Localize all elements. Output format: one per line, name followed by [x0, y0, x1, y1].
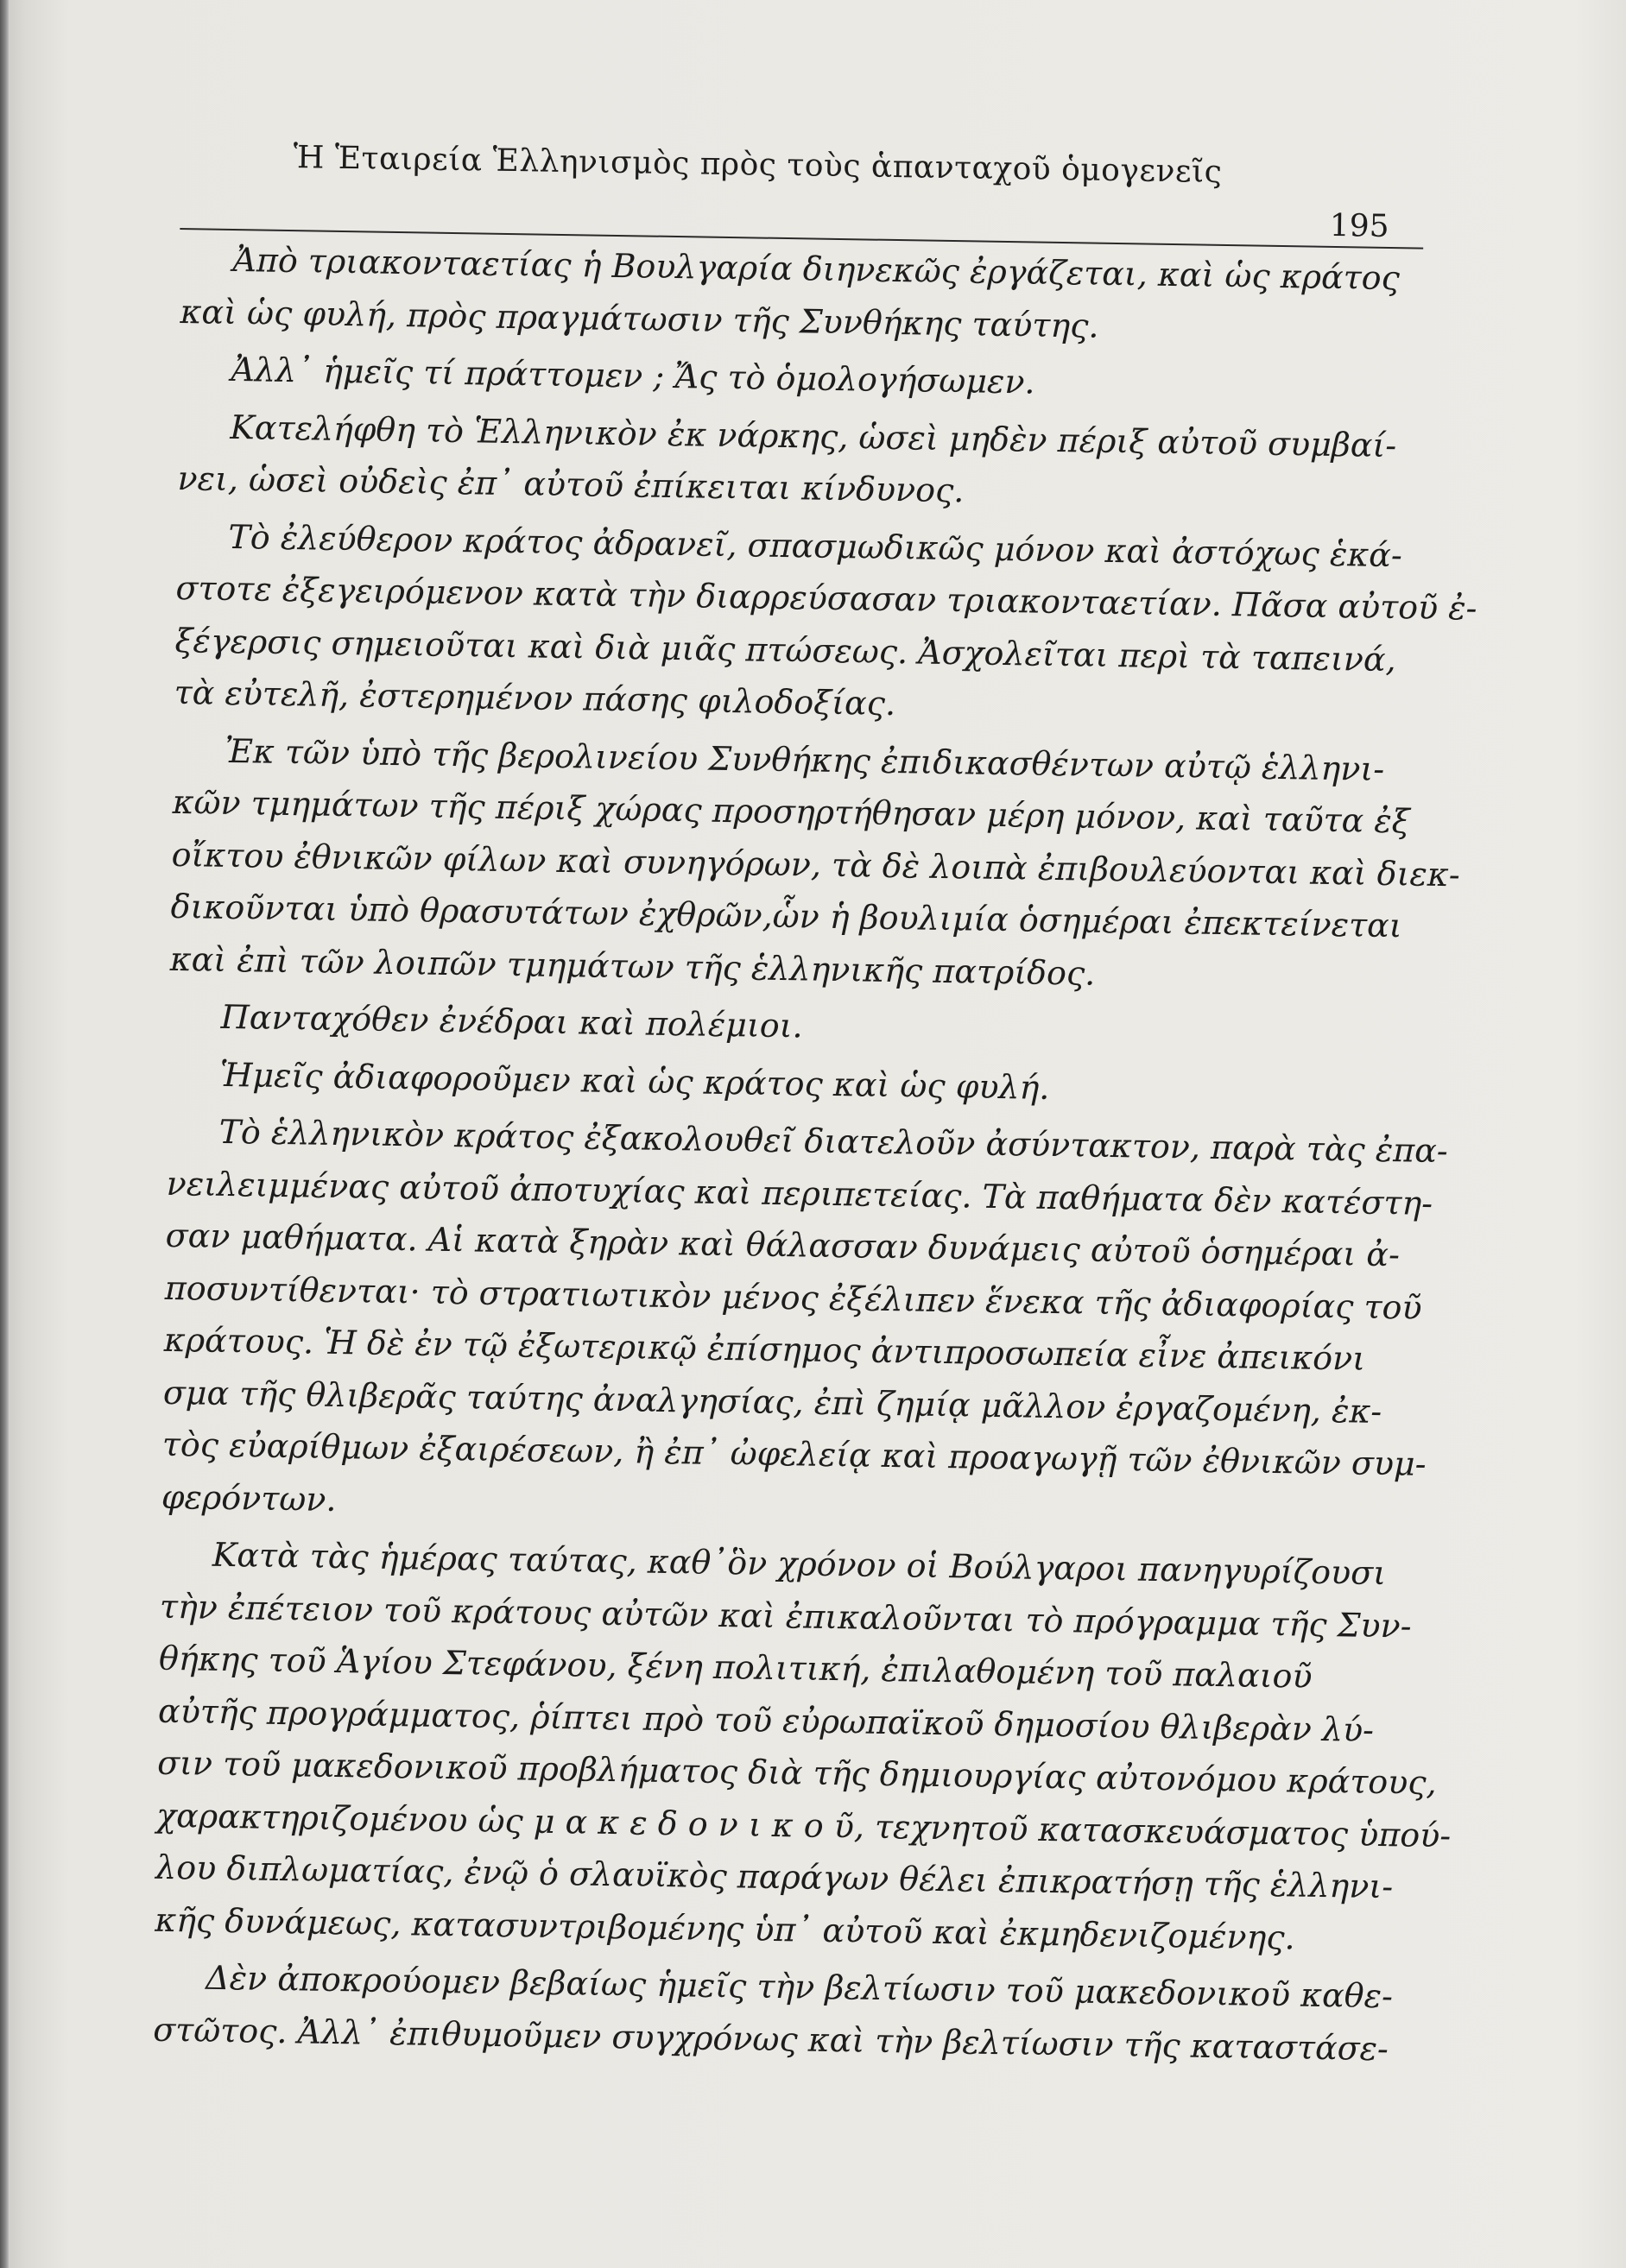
text-line: χαρακτηριζομένου ὡς μ α κ ε δ ο ν ι κ ο ῦ, τεχνητοῦ κατασκευάσματος ὑπού-	[155, 1796, 1452, 1854]
text-line: Τὸ ἐλεύθερον κράτος ἀδρανεῖ, σπασμωδικῶς μόνον καὶ ἀστόχως ἑκά-	[228, 517, 1403, 574]
text-line: δικοῦνται ὑπὸ θρασυτάτων ἐχθρῶν,ὧν ἡ βουλιμία ὁσημέραι ἐπεκτείνεται	[170, 887, 1402, 945]
text-line: Ἡμεῖς ἀδιαφοροῦμεν καὶ ὡς κράτος καὶ ὡς φυλή.	[219, 1055, 1050, 1107]
book-page	[152, 130, 1477, 2184]
paragraph	[174, 509, 1477, 738]
text-line: σμα τῆς θλιβερᾶς ταύτης ἀναλγησίας, ἐπὶ ζημίᾳ μᾶλλον ἐργαζομένη, ἐκ-	[162, 1373, 1382, 1431]
text-line: Δὲν ἀποκρούομεν βεβαίως ἡμεῖς τὴν βελτίωσιν τοῦ μακεδονικοῦ καθε-	[205, 1958, 1394, 2016]
text-line: τὸς εὐαρίθμων ἐξαιρέσεων, ἢ ἐπ᾿ ὠφελείᾳ καὶ προαγωγῇ τῶν ἐθνικῶν συμ-	[161, 1425, 1427, 1483]
text-line: νει, ὡσεὶ οὐδεὶς ἐπ᾿ αὐτοῦ ἐπίκειται κίνδυνος.	[177, 458, 965, 510]
text-line: τὴν ἐπέτειον τοῦ κράτους αὐτῶν καὶ ἐπικαλοῦνται τὸ πρόγραμμα τῆς Συν-	[159, 1587, 1412, 1646]
paragraph	[177, 400, 1422, 524]
text-line: φερόντων.	[161, 1477, 337, 1519]
body-text	[152, 233, 1477, 2080]
text-line: σαν μαθήματα. Αἱ κατὰ ξηρὰν καὶ θάλασσαν δυνάμεις αὐτοῦ ὁσημέραι ἀ-	[165, 1216, 1401, 1274]
page-number: 195	[1329, 207, 1389, 244]
book-binding-edge	[0, 0, 9, 2268]
text-line: ξέγερσις σημειοῦται καὶ διὰ μιᾶς πτώσεως. Ἀσχολεῖται περὶ τὰ ταπεινά,	[174, 621, 1397, 679]
text-line: στοτε ἐξεγειρόμενον κατὰ τὴν διαρρεύσασαν τριακονταετίαν. Πᾶσα αὐτοῦ ἐ-	[175, 568, 1477, 628]
text-line: Ἀπὸ τριακονταετίας ἡ Βουλγαρία διηνεκῶς ἐργάζεται, καὶ ὡς κράτος	[232, 240, 1401, 298]
running-header	[180, 138, 1425, 244]
text-line: τὰ εὐτελῆ, ἐστερημένον πάσης φιλοδοξίας.	[174, 673, 896, 723]
text-line: Κατελήφθη τὸ Ἑλληνικὸν ἐκ νάρκης, ὡσεὶ μηδὲν πέριξ αὐτοῦ συμβαί-	[230, 407, 1397, 464]
text-line: αὐτῆς προγράμματος, ῥίπτει πρὸ τοῦ εὐρωπαϊκοῦ δημοσίου θλιβερὰν λύ-	[157, 1691, 1375, 1749]
text-line: Πανταχόθεν ἐνέδραι καὶ πολέμιοι.	[220, 997, 804, 1046]
text-line: λου διπλωματίας, ἐνῷ ὁ σλαυϊκὸς παράγων θέλει ἐπικρατήσῃ τῆς ἑλληνι-	[155, 1848, 1394, 1906]
text-line: Ἀλλ᾿ ἡμεῖς τί πράττομεν ; Ἄς τὸ ὁμολογήσωμεν.	[231, 350, 1035, 401]
text-line: καὶ ὡς φυλή, πρὸς πραγμάτωσιν τῆς Συνθήκης ταύτης.	[180, 292, 1099, 345]
text-line: καὶ ἐπὶ τῶν λοιπῶν τμημάτων τῆς ἑλληνικῆς πατρίδος.	[169, 939, 1096, 993]
text-line: ποσυντίθενται· τὸ στρατιωτικὸν μένος ἐξέλιπεν ἕνεκα τῆς ἀδιαφορίας τοῦ	[164, 1268, 1422, 1327]
page-shadow	[1574, 0, 1626, 2268]
text-line: κῶν τμημάτων τῆς πέριξ χώρας προσηρτήθησαν μέρη μόνον, καὶ ταῦτα ἐξ	[172, 782, 1411, 841]
text-line: σιν τοῦ μακεδονικοῦ προβλήματος διὰ τῆς δημιουργίας αὐτονόμου κράτους,	[156, 1743, 1438, 1803]
text-line: Ἐκ τῶν ὑπὸ τῆς βερολινείου Συνθήκης ἐπιδικασθέντων αὐτῷ ἑλληνι-	[225, 731, 1385, 788]
text-line: κῆς δυνάμεως, κατασυντριβομένης ὑπ᾿ αὐτοῦ καὶ ἐκμηδενιζομένης.	[154, 1900, 1296, 1956]
text-line: Κατὰ τὰς ἡμέρας ταύτας, καθ᾿ὃν χρόνον οἱ Βούλγαροι πανηγυρίζουσι	[212, 1535, 1387, 1593]
paragraph	[154, 1528, 1452, 1966]
paragraph	[153, 1951, 1398, 2075]
text-line: στῶτος. Ἀλλ᾿ ἐπιθυμοῦμεν συγχρόνως καὶ τὴν βελτίωσιν τῆς καταστάσε-	[152, 2010, 1389, 2068]
paragraph	[169, 723, 1461, 1004]
paragraph	[180, 233, 1425, 357]
text-line: κράτους. Ἡ δὲ ἐν τῷ ἐξωτερικῷ ἐπίσημος ἀντιπροσωπεία εἶνε ἀπεικόνι	[163, 1320, 1366, 1378]
paragraph	[161, 1105, 1448, 1543]
text-line: Τὸ ἑλληνικὸν κράτος ἐξακολουθεῖ διατελοῦν ἀσύντακτον, παρὰ τὰς ἐπα-	[218, 1112, 1448, 1171]
text-line: οἴκτου ἐθνικῶν φίλων καὶ συνηγόρων, τὰ δὲ λοιπὰ ἐπιβουλεύονται καὶ διεκ-	[171, 835, 1461, 894]
running-title: Ἡ Ἑταιρεία Ἑλληνισμὸς πρὸς τοὺς ἁπανταχοῦ ὁμογενεῖς	[293, 140, 1223, 190]
text-line: νειλειμμένας αὐτοῦ ἀποτυχίας καὶ περιπετείας. Τὰ παθήματα δὲν κατέστη-	[166, 1164, 1433, 1222]
text-line: θήκης τοῦ Ἁγίου Στεφάνου, ξένη πολιτική, ἐπιλαθομένη τοῦ παλαιοῦ	[158, 1639, 1313, 1696]
